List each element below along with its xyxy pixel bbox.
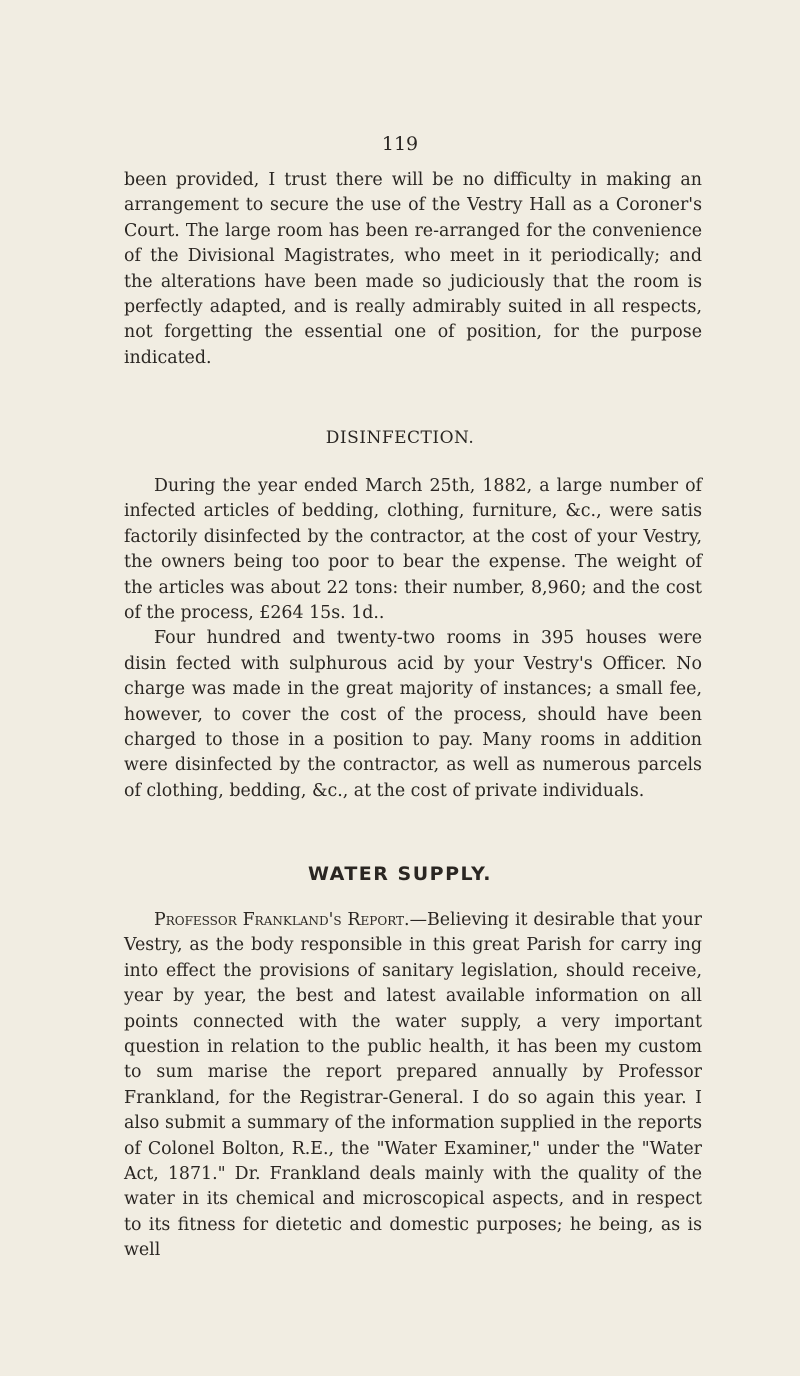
- intro-paragraph: been provided, I trust there will be no difficulty in making an arrangement to secure the use of the Vestry Hall as a Coroner's Court. The large room has been re-arranged for the convenience of the Divisional Magistrates, who meet in it periodically; and the alterations have been made so judiciously that the room is perfectly adapted, and is really admirably suited in all respects, not forgetting the essential one of position, for the purpose indicated.: [124, 170, 702, 368]
- disinfection-paragraph-2: Four hundred and twenty-two rooms in 395 houses were disin fected with sulphurous acid by your Vestry's Officer. No charge was made in the great majority of instances; a small fee, however, to cover the cost of the process, should have been charged to those in a position to pay. Many rooms in addition were disinfected by the contractor, as well as numerous parcels of clothing, bedding, &c., at the cost of private individuals.: [124, 628, 702, 801]
- report-lead-in: Professor Frankland's Report.: [154, 910, 410, 930]
- page-number: 119: [381, 133, 419, 155]
- water-supply-paragraph: [124, 908, 702, 1264]
- intro-section: [124, 168, 702, 371]
- disinfection-paragraph-1: During the year ended March 25th, 1882, a large number of infected articles of bedding, clothing, furniture, &c., were satis factorily disinfected by the contractor, at the cost of your Vestry, the owners being too poor to bear the expense. The weight of the articles was about 22 tons: their number, 8,960; and the cost of the process, £264 15s. 1d..: [124, 476, 702, 624]
- water-supply-section: [124, 908, 702, 1264]
- water-supply-heading: WATER SUPPLY.: [308, 863, 492, 885]
- water-supply-body: —Believing it desirable that your Vestry, as the body responsible in this great Parish for carry ing into effect the provisions of sanitary legislation, should receive, year by year, the best and latest available information on all points connected with the water supply, a very important question in relation to the public health, it has been my custom to sum marise the report prepared annually by Professor Frankland, for the Registrar-General. I do so again this year. I also submit a summary of the information supplied in the reports of Colonel Bolton, R.E., the "Water Examiner," under the "Water Act, 1871." Dr. Frankland deals mainly with the quality of the water in its chemical and microscopical aspects, and in respect to its fitness for dietetic and domestic purposes; he being, as is well: [124, 910, 702, 1261]
- disinfection-heading: DISINFECTION.: [325, 428, 475, 448]
- disinfection-section: [124, 474, 702, 804]
